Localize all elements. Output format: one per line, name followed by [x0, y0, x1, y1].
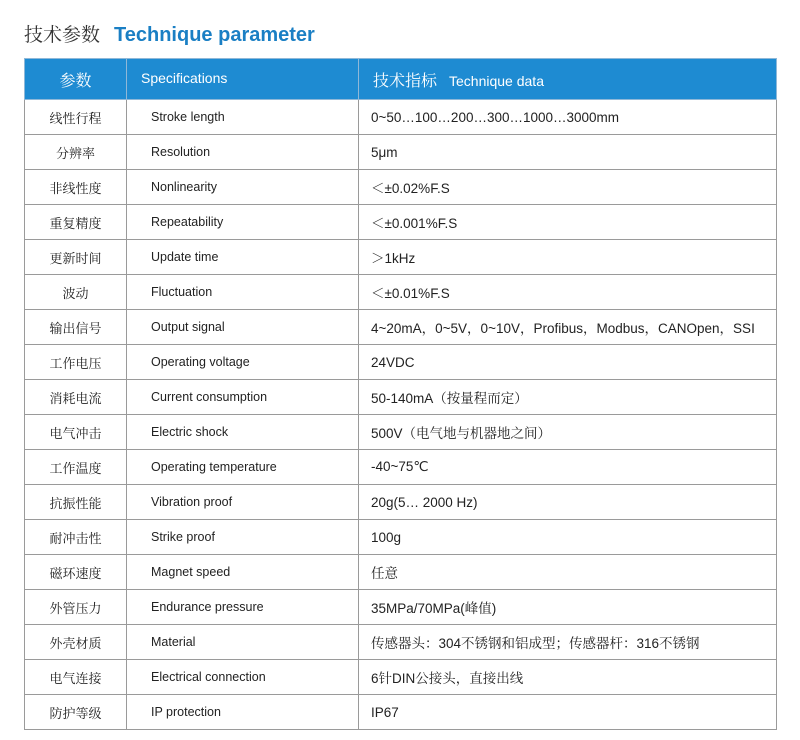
spec-cell: Output signal	[127, 310, 359, 345]
header-spec	[127, 59, 359, 100]
value-cell: ＜±0.01%F.S	[359, 275, 777, 310]
table-row	[25, 555, 777, 590]
value-cell: ＜±0.001%F.S	[359, 205, 777, 240]
value-cell: 50-140mA（按量程而定）	[359, 380, 777, 415]
spec-cell: Electrical connection	[127, 660, 359, 695]
spec-cell: Stroke length	[127, 100, 359, 135]
table-row	[25, 275, 777, 310]
table-row	[25, 310, 777, 345]
param-cell: 工作电压	[25, 345, 127, 380]
param-cell: 外壳材质	[25, 625, 127, 660]
value-cell: 传感器头：304不锈钢和铝成型；传感器杆：316不锈钢	[359, 625, 777, 660]
param-cell: 电气连接	[25, 660, 127, 695]
table-body	[25, 100, 777, 730]
param-cell: 分辨率	[25, 135, 127, 170]
param-cell: 消耗电流	[25, 380, 127, 415]
spec-cell: Endurance pressure	[127, 590, 359, 625]
spec-cell: Nonlinearity	[127, 170, 359, 205]
page-title-cn: 技术参数	[24, 24, 101, 46]
value-cell: ＜±0.02%F.S	[359, 170, 777, 205]
header-param	[25, 59, 127, 100]
param-cell: 防护等级	[25, 695, 127, 730]
value-cell: 6针DIN公接头，直接出线	[359, 660, 777, 695]
header-data-label-cn: 技术指标	[373, 70, 438, 90]
spec-cell: Operating voltage	[127, 345, 359, 380]
spec-cell: Vibration proof	[127, 485, 359, 520]
param-cell: 非线性度	[25, 170, 127, 205]
param-cell: 磁环速度	[25, 555, 127, 590]
value-cell: IP67	[359, 695, 777, 730]
header-param-label: 参数	[59, 70, 92, 90]
spec-cell: Resolution	[127, 135, 359, 170]
param-cell: 电气冲击	[25, 415, 127, 450]
param-cell: 外管压力	[25, 590, 127, 625]
spec-table	[24, 58, 777, 730]
table-row	[25, 415, 777, 450]
spec-cell: Material	[127, 625, 359, 660]
value-cell: 24VDC	[359, 345, 777, 380]
value-cell: 500V（电气地与机器地之间）	[359, 415, 777, 450]
spec-cell: Current consumption	[127, 380, 359, 415]
param-cell: 重复精度	[25, 205, 127, 240]
value-cell: 4~20mA，0~5V，0~10V，Profibus，Modbus，CANOpen，SSI	[359, 310, 777, 345]
header-data	[359, 59, 777, 100]
table-row	[25, 590, 777, 625]
table-row	[25, 520, 777, 555]
param-cell: 抗振性能	[25, 485, 127, 520]
spec-cell: IP protection	[127, 695, 359, 730]
table-row	[25, 100, 777, 135]
table-row	[25, 380, 777, 415]
param-cell: 输出信号	[25, 310, 127, 345]
param-cell: 耐冲击性	[25, 520, 127, 555]
value-cell: 任意	[359, 555, 777, 590]
value-cell: -40~75℃	[359, 450, 777, 485]
table-row	[25, 345, 777, 380]
spec-cell: Strike proof	[127, 520, 359, 555]
header-data-label-en: Technique data	[449, 72, 544, 89]
value-cell: 5μm	[359, 135, 777, 170]
param-cell: 波动	[25, 275, 127, 310]
table-row	[25, 205, 777, 240]
param-cell: 工作温度	[25, 450, 127, 485]
param-cell: 更新时间	[25, 240, 127, 275]
value-cell: 0~50…100…200…300…1000…3000mm	[359, 100, 777, 135]
value-cell: 100g	[359, 520, 777, 555]
table-header-row	[25, 59, 777, 100]
header-spec-label: Specifications	[141, 70, 228, 86]
value-cell: 35MPa/70MPa(峰值)	[359, 590, 777, 625]
table-row	[25, 625, 777, 660]
table-row	[25, 695, 777, 730]
page-title	[24, 20, 315, 52]
table-row	[25, 170, 777, 205]
spec-cell: Fluctuation	[127, 275, 359, 310]
spec-cell: Electric shock	[127, 415, 359, 450]
table-row	[25, 485, 777, 520]
table-row	[25, 660, 777, 695]
spec-cell: Repeatability	[127, 205, 359, 240]
page-title-en: Technique parameter	[114, 24, 315, 46]
spec-cell: Update time	[127, 240, 359, 275]
table-row	[25, 450, 777, 485]
value-cell: ＞1kHz	[359, 240, 777, 275]
table-row	[25, 240, 777, 275]
spec-cell: Magnet speed	[127, 555, 359, 590]
value-cell: 20g(5… 2000 Hz)	[359, 485, 777, 520]
param-cell: 线性行程	[25, 100, 127, 135]
spec-cell: Operating temperature	[127, 450, 359, 485]
table-row	[25, 135, 777, 170]
